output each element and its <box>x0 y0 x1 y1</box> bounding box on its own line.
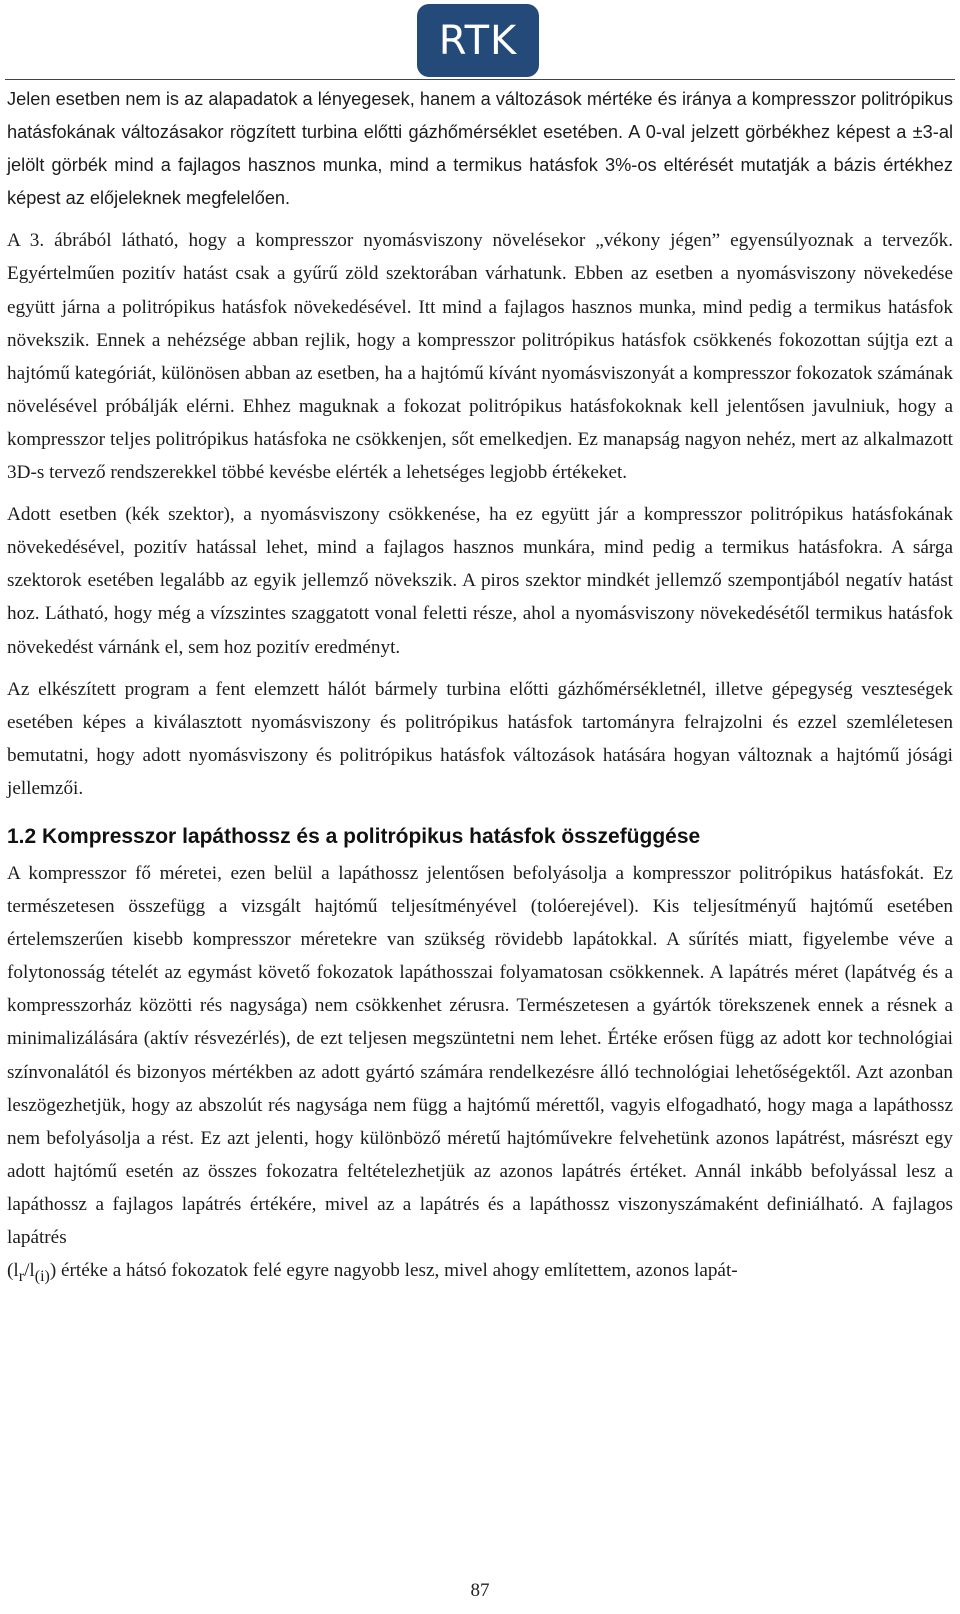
formula-sub-r: r <box>18 1267 25 1285</box>
paragraph-3: Adott esetben (kék szektor), a nyomásviszony csökkenése, ha ez együtt jár a kompresszor politrópikus hatásfokának növekedésével, pozitív hatással lehet, mind a fajlagos hasznos munkára, mind pedig a termikus hatásfokra. A sárga szektorok esetében legalább az egyik jellemző növekszik. A piros szektor mindkét jellemző szempontjából negatív hatást hoz. Látható, hogy még a vízszintes szaggatott vonal feletti része, ahol a nyomásviszony növekedésétől termikus hatásfok növekedést várnánk el, sem hoz pozitív eredményt. <box>7 504 953 658</box>
paragraph-5 <box>7 857 953 1293</box>
paragraph-5-main: A kompresszor fő méretei, ezen belül a lapáthossz jelentősen befolyásolja a kompresszor politrópikus hatásfokát. Ez természetesen összefügg a vizsgált hajtómű teljesítményével (tolóerejével). Kis teljesítményű hajtómű esetében értelemszerűen kisebb kompresszor méretekre van szükség rövidebb lapátokkal. A sűrítés miatt, figyelembe véve a folytonosság tételét az egymást követő fokozatok lapáthosszai folyamatosan csökkennek. A lapátrés méret (lapátvég és a kompresszorház közötti rés nagysága) nem csökkenhet zérusra. Természetesen a gyártók törekszenek ennek a résnek a minimalizálására (aktív résvezérlés), de ezt teljesen megszüntetni nem lehet. Értéke erősen függ az adott kor technológiai színvonalától és bizonyos mértékben az adott gyártó számára rendelkezésre álló technológiai lehetőségektől. Azt azonban leszögezhetjük, hogy az abszolút rés nagysága nem függ a hajtómű mérettől, vagyis elfogadható, hogy maga a lapáthossz nem befolyásolja a rést. Ez azt jelenti, hogy különböző méretű hajtóművekre felvehetünk azonos lapátrést, másrészt egy adott hajtómű esetén az összes fokozatra feltételezhetjük az azonos lapátrés értéket. Annál inkább befolyással lesz a lapáthossz a fajlagos lapátrés értékére, mivel az a lapátrés és a lapáthossz viszonyszámaként definiálható. A fajlagos lapátrés <box>7 862 953 1248</box>
logo-text: RTK <box>438 17 518 64</box>
rtk-logo <box>417 4 539 77</box>
paragraph-1: Jelen esetben nem is az alapadatok a lényegesek, hanem a változások mértéke és iránya a kompresszor politrópikus hatásfokának változásakor rögzített turbina előtti gázhőmérséklet esetében. A 0-val jelzett görbékhez képest a ±3-al jelölt görbék mind a fajlagos hasznos munka, mind a termikus hatásfok 3%-os eltérését mutatják a bázis értékhez képest az előjeleknek megfelelően. <box>7 89 953 209</box>
page-number: 87 <box>470 1580 490 1601</box>
paragraph-4: Az elkészített program a fent elemzett hálót bármely turbina előtti gázhőmérsékletnél, illetve gépegység veszteségek esetében képes a kiválasztott nyomásviszony és politrópikus hatásfok tartományra felrajzolni és ezzel szemléletesen bemutatni, hogy adott nyomásviszony és politrópikus hatásfok változások hatására hogyan változnak a hajtómű jósági jellemzői. <box>7 678 953 799</box>
section-heading: 1.2 Kompresszor lapáthossz és a politrópikus hatásfok összefüggése <box>7 824 701 848</box>
paragraph-5-end: értéke a hátsó fokozatok felé egyre nagyobb lesz, mivel ahogy említettem, azonos lapát- <box>56 1260 738 1282</box>
paragraph-2: A 3. ábrából látható, hogy a kompresszor nyomásviszony növelésekor „vékony jégen” egyensúlyoznak a tervezők. Egyértelműen pozitív hatást csak a gyűrű zöld szektorában várhatunk. Ebben az esetben a nyomásviszony növekedése együtt járna a politrópikus hatásfok növekedésével. Itt mind a fajlagos hasznos munka, mind pedig a termikus hatásfok növekszik. Ennek a nehézsége abban rejlik, hogy a kompresszor politrópikus hatásfok csökkenés fokozottan sújtja ezt a hajtómű kategóriát, különösen abban az esetben, ha a hajtómű kívánt nyomásviszonyát a kompresszor fokozatok számának növelésével próbálják elérni. Ehhez maguknak a fokozat politrópikus hatásfokoknak kell jelentősen javulniuk, hogy a kompresszor teljes politrópikus hatásfoka ne csökkenjen, sőt emelkedjen. Ez manapság nagyon nehéz, mert az alkalmazott 3D-s tervező rendszerekkel többé kevésbe elérték a lehetséges legjobb értékeket. <box>7 230 953 484</box>
formula-slash: /l <box>24 1260 35 1282</box>
header-rule <box>5 79 955 80</box>
body-text <box>7 83 953 1293</box>
formula-open: (l <box>7 1260 19 1282</box>
formula-close: ) <box>49 1260 57 1282</box>
formula-sub-i: (i) <box>34 1267 50 1285</box>
